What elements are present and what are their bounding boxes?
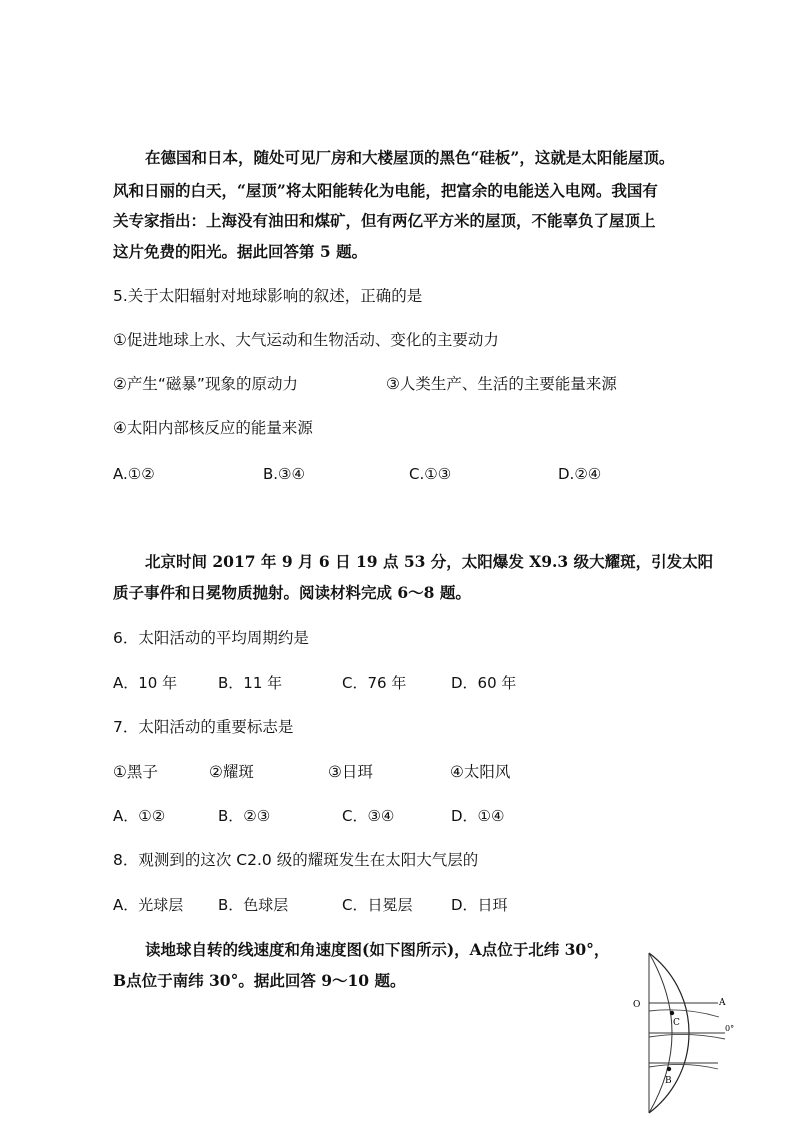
q8-option-b: B．色球层 <box>218 896 289 914</box>
label-zero: 0° <box>725 1024 735 1033</box>
q7-option-b: B．②③ <box>218 807 271 825</box>
q5-item-3: ③人类生产、生活的主要能量来源 <box>386 375 617 393</box>
q8-option-c: C．日冕层 <box>342 896 413 914</box>
label-c: C <box>673 1018 680 1028</box>
passage3-line-2: B点位于南纬 30°。据此回答 9～10 题。 <box>113 971 406 990</box>
passage2-line-2: 质子事件和日冕物质抛射。阅读材料完成 6～8 题。 <box>113 583 471 602</box>
passage1-line-4: 这片免费的阳光。据此回答第 5 题。 <box>113 242 368 261</box>
q8-option-a: A．光球层 <box>113 896 184 914</box>
q8-stem: 8．观测到的这次 C2.0 级的耀斑发生在太阳大气层的 <box>113 851 479 869</box>
q7-item-1: ①黑子 <box>113 763 158 781</box>
q7-option-a: A．①② <box>113 807 166 825</box>
point-b <box>667 1067 671 1071</box>
q6-option-c: C．76 年 <box>342 674 407 692</box>
point-c <box>670 1011 674 1015</box>
q5-option-a: A.①② <box>113 465 155 483</box>
q5-option-b: B.③④ <box>263 465 305 483</box>
q6-option-a: A．10 年 <box>113 674 178 692</box>
q7-stem: 7．太阳活动的重要标志是 <box>113 718 294 736</box>
passage3-line-1: 读地球自转的线速度和角速度图(如下图所示)，A点位于北纬 30°， <box>145 940 610 959</box>
label-o: O <box>633 1000 641 1010</box>
q5-item-4: ④太阳内部核反应的能量来源 <box>113 419 313 437</box>
q7-option-c: C．③④ <box>342 807 395 825</box>
q5-item-1: ①促进地球上水、大气运动和生物活动、变化的主要动力 <box>113 331 499 349</box>
q7-option-d: D．①④ <box>451 807 505 825</box>
label-b: B <box>665 1076 672 1086</box>
q5-option-d: D.②④ <box>558 465 602 483</box>
q5-item-2: ②产生“磁暴”现象的原动力 <box>113 375 298 393</box>
q6-option-b: B．11 年 <box>218 674 283 692</box>
passage1-line-2: 风和日丽的白天，“屋顶”将太阳能转化为电能，把富余的电能送入电网。我国有 <box>113 181 658 200</box>
q6-stem: 6．太阳活动的平均周期约是 <box>113 629 309 647</box>
passage1-line-3: 关专家指出：上海没有油田和煤矿，但有两亿平方米的屋顶，不能辜负了屋顶上 <box>113 211 656 230</box>
q7-item-3: ③日珥 <box>328 763 373 781</box>
q8-option-d: D．日珥 <box>451 896 508 914</box>
passage2-line-1: 北京时间 2017 年 9 月 6 日 19 点 53 分，太阳爆发 X9.3 级大耀斑，引发太阳 <box>145 552 714 571</box>
earth-rotation-figure <box>625 945 755 1115</box>
passage1-line-1: 在德国和日本，随处可见厂房和大楼屋顶的黑色“硅板”，这就是太阳能屋顶。 <box>145 148 675 167</box>
q5-option-c: C.①③ <box>409 465 452 483</box>
curve-c <box>649 1010 719 1017</box>
q6-option-d: D．60 年 <box>451 674 517 692</box>
q5-stem: 5.关于太阳辐射对地球影响的叙述，正确的是 <box>113 287 423 305</box>
q7-item-4: ④太阳风 <box>450 763 511 781</box>
label-a: A <box>719 998 726 1008</box>
curve-equator <box>649 1034 725 1039</box>
q7-item-2: ②耀斑 <box>209 763 254 781</box>
